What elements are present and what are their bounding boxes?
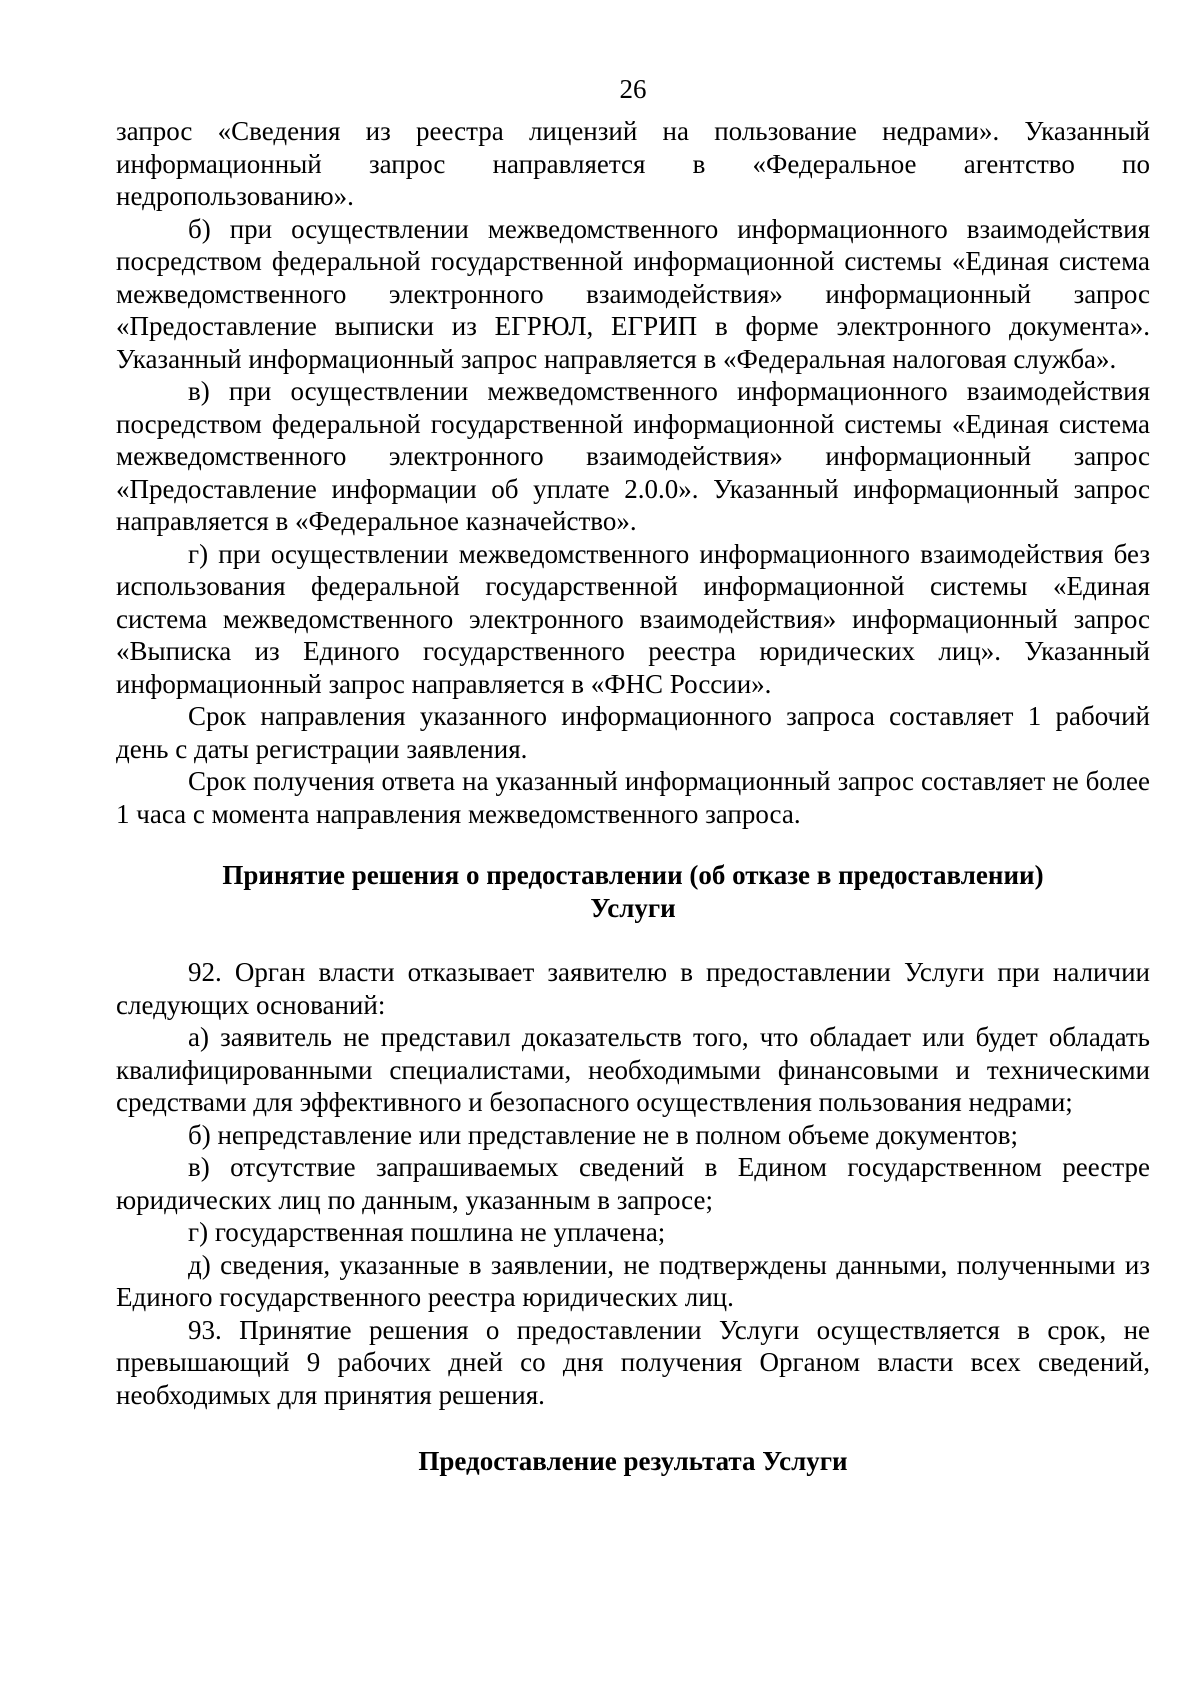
section-heading-result: Предоставление результата Услуги [418,1446,848,1476]
paragraph-92-v: в) отсутствие запрашиваемых сведений в Едином государственном реестре юридических лиц по данным, указанным в запросе; [116,1152,1150,1215]
paragraph-item-v: в) при осуществлении межведомственного информационного взаимодействия посредством федеральной государственной информационной системы «Единая система межведомственного электронного взаимодействия» информационный запрос «Предоставление информации об уплате 2.0.0». Указанный информационный запрос направляется в «Федеральное казначейство». [116,376,1150,536]
paragraph-item-g: г) при осуществлении межведомственного информационного взаимодействия без использования федеральной государственной информационной системы «Единая система межведомственного электронного взаимодействия» информационный запрос «Выписка из Единого государственного реестра юридических лиц». Указанный информационный запрос направляется в «ФНС России». [116,538,1150,699]
section-heading-decision-line-2: Услуги [590,892,676,923]
paragraph-92: 92. Орган власти отказывает заявителю в предоставлении Услуги при наличии следующих оснований: [116,957,1150,1020]
document-body [116,115,1150,1478]
paragraph-response-deadline: Срок получения ответа на указанный информационный запрос составляет не более 1 часа с момента направления межведомственного запроса. [116,766,1150,829]
page-number: 26 [619,74,647,104]
section-heading-decision-line-1: Принятие решения о предоставлении (об отказе в предоставлении) [222,860,1044,890]
paragraph-item-b: б) при осуществлении межведомственного информационного взаимодействия посредством федеральной государственной информационной системы «Единая система межведомственного электронного взаимодействия» информационный запрос «Предоставление выписки из ЕГРЮЛ, ЕГРИП в форме электронного документа». Указанный информационный запрос направляется в «Федеральная налоговая служба». [116,213,1150,374]
paragraph-92-a: а) заявитель не представил доказательств того, что обладает или будет обладать квалифицированными специалистами, необходимыми финансовыми и техническими средствами для эффективного и безопасного осуществления пользования недрами; [116,1022,1150,1117]
paragraph-request-deadline: Срок направления указанного информационного запроса составляет 1 рабочий день с даты регистрации заявления. [116,701,1150,764]
section-heading-decision [116,859,1150,924]
paragraph-continuation: запрос «Сведения из реестра лицензий на пользование недрами». Указанный информационный запрос направляется в «Федеральное агентство по недропользованию». [116,116,1150,211]
paragraph-92-d: д) сведения, указанные в заявлении, не подтверждены данными, полученными из Единого государственного реестра юридических лиц. [116,1249,1150,1312]
paragraph-92-g: г) государственная пошлина не уплачена; [188,1217,666,1247]
paragraph-92-b: б) непредставление или представление не в полном объеме документов; [188,1119,1018,1150]
paragraph-93: 93. Принятие решения о предоставлении Услуги осуществляется в срок, не превышающий 9 рабочих дней со дня получения Органом власти всех сведений, необходимых для принятия решения. [116,1314,1150,1410]
